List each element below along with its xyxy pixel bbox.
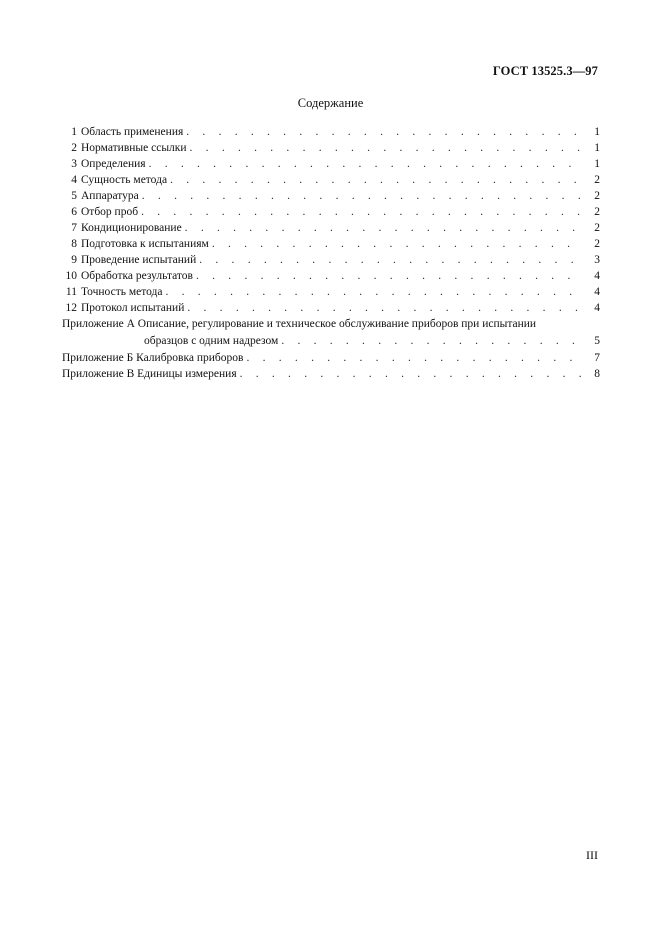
- toc-entry-label: Сущность метода: [81, 174, 168, 186]
- toc-entry-label: Обработка результатов: [81, 270, 193, 282]
- toc-leader-dots: [186, 124, 584, 140]
- toc-leader-dots: [141, 204, 584, 220]
- toc-entry-page: 4: [594, 270, 600, 282]
- toc-entry-number: 3: [71, 158, 77, 170]
- toc-entry-appendix-b[interactable]: [62, 350, 600, 366]
- toc-entry[interactable]: [62, 204, 600, 220]
- toc-entry-number: 7: [71, 222, 77, 234]
- toc-leader-dots: [187, 300, 584, 316]
- toc-entry-label: Приложение Б Калибровка приборов: [62, 352, 244, 364]
- toc-entry-page: 4: [594, 302, 600, 314]
- toc-entry-page: 1: [594, 158, 600, 170]
- toc-entry-label: Кондиционирование: [81, 222, 182, 234]
- toc-entry-label: Протокол испытаний: [81, 302, 185, 314]
- toc-entry-number: 9: [71, 254, 77, 266]
- toc-leader-dots: [246, 350, 584, 366]
- table-of-contents: [62, 124, 600, 382]
- toc-entry[interactable]: [62, 188, 600, 204]
- toc-entry-page: 7: [594, 352, 600, 364]
- toc-entry-label: Аппаратура: [81, 190, 139, 202]
- toc-entry[interactable]: [62, 300, 600, 316]
- toc-leader-dots: [185, 220, 584, 236]
- toc-entry-page: 2: [594, 190, 600, 202]
- toc-leader-dots: [281, 332, 584, 350]
- toc-entry[interactable]: [62, 140, 600, 156]
- toc-entry-number: 6: [71, 206, 77, 218]
- toc-entry-label-continuation: образцов с одним надрезом: [144, 335, 279, 347]
- page-number: III: [586, 848, 598, 862]
- toc-entry-label: Определения: [81, 158, 146, 170]
- document-code: ГОСТ 13525.3—97: [492, 64, 598, 78]
- toc-entry-page: 3: [594, 254, 600, 266]
- toc-entry-label: Приложение А Описание, регулирование и техническое обслуживание приборов при испытании: [62, 318, 537, 330]
- toc-entry-page: 8: [594, 368, 600, 380]
- toc-entry-page: 5: [594, 335, 600, 347]
- toc-entry-appendix-c[interactable]: [62, 366, 600, 382]
- toc-entry-number: 5: [71, 190, 77, 202]
- toc-entry-page: 1: [594, 142, 600, 154]
- toc-entry[interactable]: [62, 236, 600, 252]
- toc-entry-page: 2: [594, 238, 600, 250]
- toc-entry[interactable]: [62, 220, 600, 236]
- toc-entry-number: 8: [71, 238, 77, 250]
- toc-leader-dots: [149, 156, 584, 172]
- toc-entry-number: 10: [65, 270, 77, 282]
- toc-entry[interactable]: [62, 284, 600, 300]
- toc-title: Содержание: [297, 96, 364, 110]
- toc-entry[interactable]: [62, 124, 600, 140]
- toc-entry[interactable]: [62, 172, 600, 188]
- toc-entry-number: 12: [65, 302, 77, 314]
- toc-entry-number: 4: [71, 174, 77, 186]
- toc-leader-dots: [190, 140, 584, 156]
- toc-entry-page: 1: [594, 126, 600, 138]
- toc-entry-page: 4: [594, 286, 600, 298]
- toc-entry[interactable]: [62, 268, 600, 284]
- toc-entry-label: Нормативные ссылки: [81, 142, 187, 154]
- toc-entry-page: 2: [594, 206, 600, 218]
- toc-entry[interactable]: [62, 156, 600, 172]
- toc-leader-dots: [142, 188, 584, 204]
- toc-leader-dots: [165, 284, 584, 300]
- toc-entry-label: Точность метода: [81, 286, 163, 298]
- toc-entry-number: 11: [65, 286, 77, 298]
- toc-leader-dots: [240, 366, 584, 382]
- toc-entry-label: Область применения: [81, 126, 184, 138]
- toc-entry-label: Отбор проб: [81, 206, 139, 218]
- toc-entry-number: 2: [71, 142, 77, 154]
- toc-leader-dots: [199, 252, 584, 268]
- toc-entry-label: Подготовка к испытаниям: [81, 238, 209, 250]
- toc-entry-page: 2: [594, 222, 600, 234]
- toc-leader-dots: [196, 268, 584, 284]
- toc-entry-label: Приложение В Единицы измерения: [62, 368, 237, 380]
- toc-entry-label: Проведение испытаний: [81, 254, 197, 266]
- toc-leader-dots: [212, 236, 584, 252]
- toc-entry-appendix-a[interactable]: [62, 316, 600, 350]
- toc-entry-page: 2: [594, 174, 600, 186]
- toc-entry-number: 1: [71, 126, 77, 138]
- toc-leader-dots: [170, 172, 584, 188]
- toc-entry[interactable]: [62, 252, 600, 268]
